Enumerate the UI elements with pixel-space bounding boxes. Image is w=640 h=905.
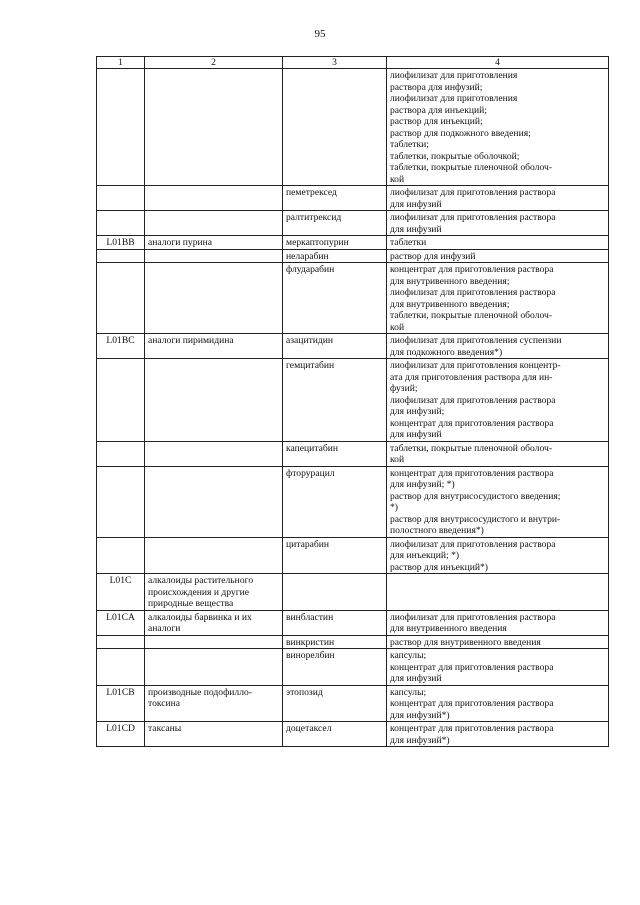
dosage-forms-cell: лиофилизат для приготовления раствора для инфузий; лиофилизат для приготовления раствора для инъекций; раствор для инъекций; раствор для подкожного введения; таблетки; таблетки, покрытые оболочкой; таблетки, покрытые пленочной оболоч- кой bbox=[387, 69, 609, 186]
dosage-forms-cell: лиофилизат для приготовления раствора для инфузий bbox=[387, 211, 609, 236]
column-header-group: 2 bbox=[145, 57, 283, 69]
dosage-forms-cell: лиофилизат для приготовления раствора для инфузий bbox=[387, 186, 609, 211]
drug-name-cell: флударабин bbox=[283, 263, 387, 334]
drug-name-cell: азацитидин bbox=[283, 334, 387, 359]
dosage-forms-cell: лиофилизат для приготовления раствора для внутривенного введения bbox=[387, 610, 609, 635]
group-cell bbox=[145, 649, 283, 686]
column-header-forms: 4 bbox=[387, 57, 609, 69]
dosage-forms-cell: лиофилизат для приготовления суспензии для подкожного введения*) bbox=[387, 334, 609, 359]
page-number: 95 bbox=[314, 28, 326, 40]
atc-code-cell bbox=[97, 359, 145, 442]
column-header-code: 1 bbox=[97, 57, 145, 69]
table-row bbox=[97, 610, 609, 635]
atc-code-cell bbox=[97, 69, 145, 186]
atc-code-cell: L01CD bbox=[97, 722, 145, 747]
drug-name-cell: фторурацил bbox=[283, 466, 387, 537]
group-cell: производные подофилло- токсина bbox=[145, 685, 283, 722]
drug-name-cell: неларабин bbox=[283, 249, 387, 263]
atc-code-cell bbox=[97, 466, 145, 537]
atc-code-cell: L01CA bbox=[97, 610, 145, 635]
atc-code-cell bbox=[97, 649, 145, 686]
table-row bbox=[97, 236, 609, 250]
group-cell bbox=[145, 69, 283, 186]
table-row bbox=[97, 635, 609, 649]
drug-name-cell: винорелбин bbox=[283, 649, 387, 686]
group-cell bbox=[145, 537, 283, 574]
drug-name-cell bbox=[283, 69, 387, 186]
atc-code-cell: L01CB bbox=[97, 685, 145, 722]
drug-name-cell bbox=[283, 574, 387, 611]
drug-name-cell: цитарабин bbox=[283, 537, 387, 574]
drug-name-cell: гемцитабин bbox=[283, 359, 387, 442]
atc-code-cell: L01BB bbox=[97, 236, 145, 250]
group-cell: таксаны bbox=[145, 722, 283, 747]
drug-name-cell: этопозид bbox=[283, 685, 387, 722]
dosage-forms-cell bbox=[387, 574, 609, 611]
group-cell bbox=[145, 635, 283, 649]
atc-code-cell bbox=[97, 186, 145, 211]
dosage-forms-cell: концентрат для приготовления раствора для инфузий; *) раствор для внутрисосудистого введения; *) раствор для внутрисосудистого и внутри- полостного введения*) bbox=[387, 466, 609, 537]
group-cell: аналоги пиримидина bbox=[145, 334, 283, 359]
drug-classification-table bbox=[96, 56, 609, 747]
dosage-forms-cell: лиофилизат для приготовления раствора для инъекций; *) раствор для инъекций*) bbox=[387, 537, 609, 574]
table-row bbox=[97, 466, 609, 537]
atc-code-cell bbox=[97, 263, 145, 334]
column-header-drug: 3 bbox=[283, 57, 387, 69]
table-row bbox=[97, 441, 609, 466]
atc-code-cell: L01C bbox=[97, 574, 145, 611]
drug-name-cell: доцетаксел bbox=[283, 722, 387, 747]
atc-code-cell bbox=[97, 537, 145, 574]
dosage-forms-cell: лиофилизат для приготовления концентр- ата для приготовления раствора для ин- фузий; лиофилизат для приготовления раствора для инфузий; концентрат для приготовления раствора для инфузий bbox=[387, 359, 609, 442]
table-row bbox=[97, 249, 609, 263]
table-row bbox=[97, 69, 609, 186]
atc-code-cell bbox=[97, 211, 145, 236]
dosage-forms-cell: раствор для инфузий bbox=[387, 249, 609, 263]
atc-code-cell: L01BC bbox=[97, 334, 145, 359]
drug-name-cell: пеметрексед bbox=[283, 186, 387, 211]
drug-name-cell: капецитабин bbox=[283, 441, 387, 466]
atc-code-cell bbox=[97, 249, 145, 263]
group-cell bbox=[145, 441, 283, 466]
atc-code-cell bbox=[97, 635, 145, 649]
table-header-row bbox=[97, 57, 609, 69]
group-cell: алкалоиды барвинка и их аналоги bbox=[145, 610, 283, 635]
dosage-forms-cell: капсулы; концентрат для приготовления раствора для инфузий bbox=[387, 649, 609, 686]
drug-name-cell: винкристин bbox=[283, 635, 387, 649]
group-cell bbox=[145, 249, 283, 263]
group-cell bbox=[145, 211, 283, 236]
table-row bbox=[97, 537, 609, 574]
table-row bbox=[97, 211, 609, 236]
drug-name-cell: ралтитрексид bbox=[283, 211, 387, 236]
drug-name-cell: винбластин bbox=[283, 610, 387, 635]
table-row bbox=[97, 722, 609, 747]
table-row bbox=[97, 574, 609, 611]
dosage-forms-cell: капсулы; концентрат для приготовления раствора для инфузий*) bbox=[387, 685, 609, 722]
dosage-forms-cell: таблетки, покрытые пленочной оболоч- кой bbox=[387, 441, 609, 466]
group-cell bbox=[145, 359, 283, 442]
atc-code-cell bbox=[97, 441, 145, 466]
table-row bbox=[97, 186, 609, 211]
group-cell bbox=[145, 263, 283, 334]
dosage-forms-cell: концентрат для приготовления раствора для инфузий*) bbox=[387, 722, 609, 747]
table-row bbox=[97, 334, 609, 359]
dosage-forms-cell: таблетки bbox=[387, 236, 609, 250]
group-cell: аналоги пурина bbox=[145, 236, 283, 250]
table-row bbox=[97, 649, 609, 686]
group-cell bbox=[145, 186, 283, 211]
dosage-forms-cell: раствор для внутривенного введения bbox=[387, 635, 609, 649]
table-row bbox=[97, 263, 609, 334]
drug-name-cell: меркаптопурин bbox=[283, 236, 387, 250]
table-row bbox=[97, 685, 609, 722]
table-row bbox=[97, 359, 609, 442]
group-cell: алкалоиды растительного происхождения и другие природные вещества bbox=[145, 574, 283, 611]
dosage-forms-cell: концентрат для приготовления раствора для внутривенного введения; лиофилизат для приготовления раствора для внутривенного введения; таблетки, покрытые пленочной оболоч- кой bbox=[387, 263, 609, 334]
group-cell bbox=[145, 466, 283, 537]
